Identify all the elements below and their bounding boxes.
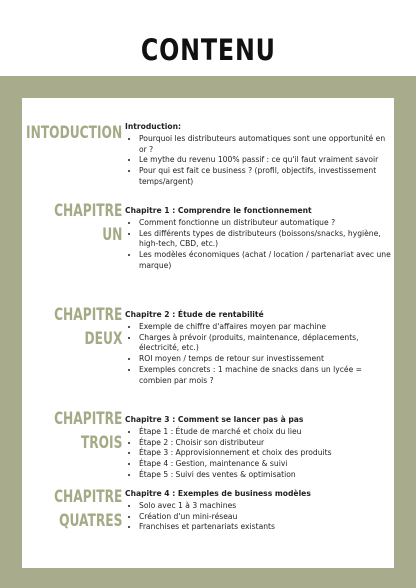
list-item: • Franchises et partenariats existants bbox=[139, 522, 393, 533]
section-heading: Introduction: bbox=[125, 122, 182, 131]
list-item: • Étape 4 : Gestion, maintenance & suivi bbox=[139, 459, 393, 470]
section-heading: Chapitre 2 : Étude de rentabilité bbox=[125, 310, 264, 319]
bullet-list bbox=[125, 501, 393, 533]
list-item: • Étape 2 : Choisir son distributeur bbox=[139, 438, 393, 449]
list-item: • Solo avec 1 à 3 machines bbox=[139, 501, 393, 512]
section-label: CHAPITRE DEUX bbox=[53, 305, 122, 349]
section-label: CHAPITRE UN bbox=[53, 201, 122, 245]
list-item: • Pour qui est fait ce business ? (profil, objectifs, investissement temps/argent) bbox=[139, 166, 393, 188]
bullet-list bbox=[125, 134, 393, 188]
top-margin bbox=[0, 0, 416, 24]
list-item: • Étape 1 : Étude de marché et choix du lieu bbox=[139, 427, 393, 438]
bullet-list bbox=[125, 218, 393, 272]
section-label: CHAPITRE QUATRES bbox=[53, 487, 122, 531]
list-item: • Les différents types de distributeurs (boissons/snacks, hygiène, high-tech, CBD, etc.) bbox=[139, 229, 393, 251]
section-content bbox=[125, 206, 393, 272]
contents-panel bbox=[22, 98, 394, 568]
list-item: • Exemple de chiffre d'affaires moyen par machine bbox=[139, 322, 393, 333]
list-item: • Charges à prévoir (produits, maintenance, déplacements, électricité, etc.) bbox=[139, 333, 393, 355]
section-content bbox=[125, 415, 393, 481]
section-content bbox=[125, 122, 393, 188]
section-heading: Chapitre 4 : Exemples de business modèles bbox=[125, 489, 311, 498]
list-item: • Étape 3 : Approvisionnement et choix des produits bbox=[139, 448, 393, 459]
title-banner bbox=[0, 24, 416, 76]
list-item: • Le mythe du revenu 100% passif : ce qu'il faut vraiment savoir bbox=[139, 155, 393, 166]
section-heading: Chapitre 3 : Comment se lancer pas à pas bbox=[125, 415, 304, 424]
bullet-list bbox=[125, 427, 393, 481]
list-item: • Exemples concrets : 1 machine de snacks dans un lycée = combien par mois ? bbox=[139, 365, 393, 387]
list-item: • Comment fonctionne un distributeur automatique ? bbox=[139, 218, 393, 229]
section-content bbox=[125, 489, 393, 533]
section-label: CHAPITRE TROIS bbox=[53, 409, 122, 453]
page-title: CONTENU bbox=[140, 33, 276, 67]
list-item: • Les modèles économiques (achat / location / partenariat avec une marque) bbox=[139, 250, 393, 272]
section-heading: Chapitre 1 : Comprendre le fonctionnement bbox=[125, 206, 312, 215]
section-content bbox=[125, 310, 393, 387]
section-label: INTODUCTION bbox=[25, 123, 122, 143]
list-item: • Étape 5 : Suivi des ventes & optimisation bbox=[139, 470, 393, 481]
list-item: • ROI moyen / temps de retour sur investissement bbox=[139, 354, 393, 365]
list-item: • Création d'un mini-réseau bbox=[139, 512, 393, 523]
bullet-list bbox=[125, 322, 393, 387]
list-item: • Pourquoi les distributeurs automatiques sont une opportunité en or ? bbox=[139, 134, 393, 156]
